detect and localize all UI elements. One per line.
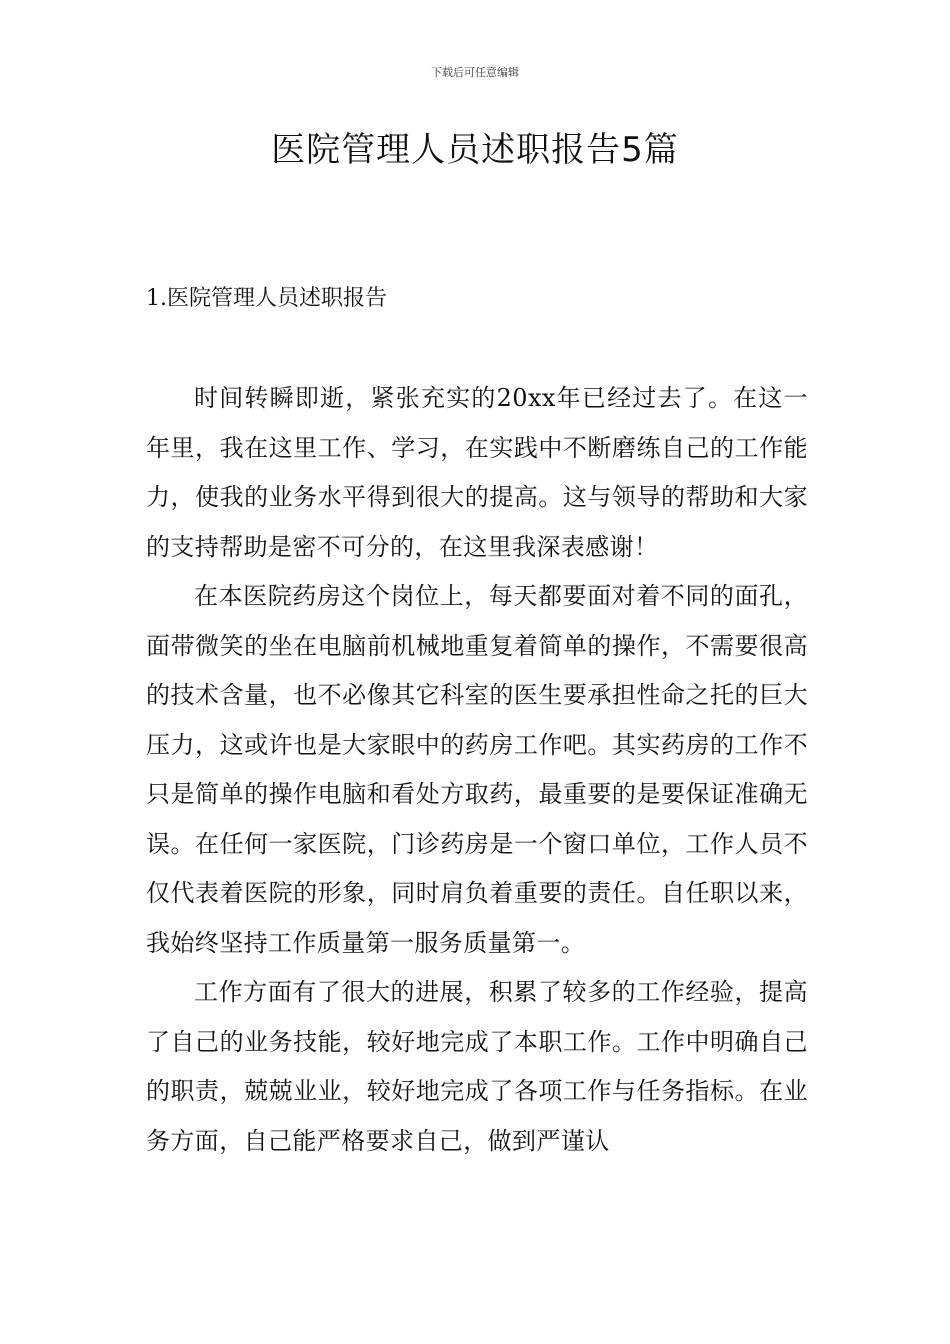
paragraph-3: 工作方面有了很大的进展，积累了较多的工作经验，提高了自己的业务技能，较好地完成了本职工作。工作中明确自己的职责，兢兢业业，较好地完成了各项工作与任务指标。在业务方面，自己能严格要求自己，做到严谨认 [146, 978, 808, 1155]
section-heading: 1.医院管理人员述职报告 [146, 286, 387, 311]
paragraph-2: 在本医院药房这个岗位上，每天都要面对着不同的面孔，面带微笑的坐在电脑前机械地重复着简单的操作，不需要很高的技术含量，也不必像其它科室的医生要承担性命之托的巨大压力，这或许也是大家眼中的药房工作吧。其实药房的工作不只是简单的操作电脑和看处方取药，最重要的是要保证准确无误。在任何一家医院，门诊药房是一个窗口单位，工作人员不仅代表着医院的形象，同时肩负着重要的责任。自任职以来，我始终坚持工作质量第一服务质量第一。 [146, 582, 808, 957]
paragraph-1: 时间转瞬即逝，紧张充实的20xx年已经过去了。在这一年里，我在这里工作、学习，在实践中不断磨练自己的工作能力，使我的业务水平得到很大的提高。这与领导的帮助和大家的支持帮助是密不可分的，在这里我深表感谢！ [146, 384, 808, 561]
header-note: 下载后可任意编辑 [431, 66, 519, 79]
document-title: 医院管理人员述职报告5篇 [271, 130, 679, 170]
body-text [146, 374, 808, 1166]
